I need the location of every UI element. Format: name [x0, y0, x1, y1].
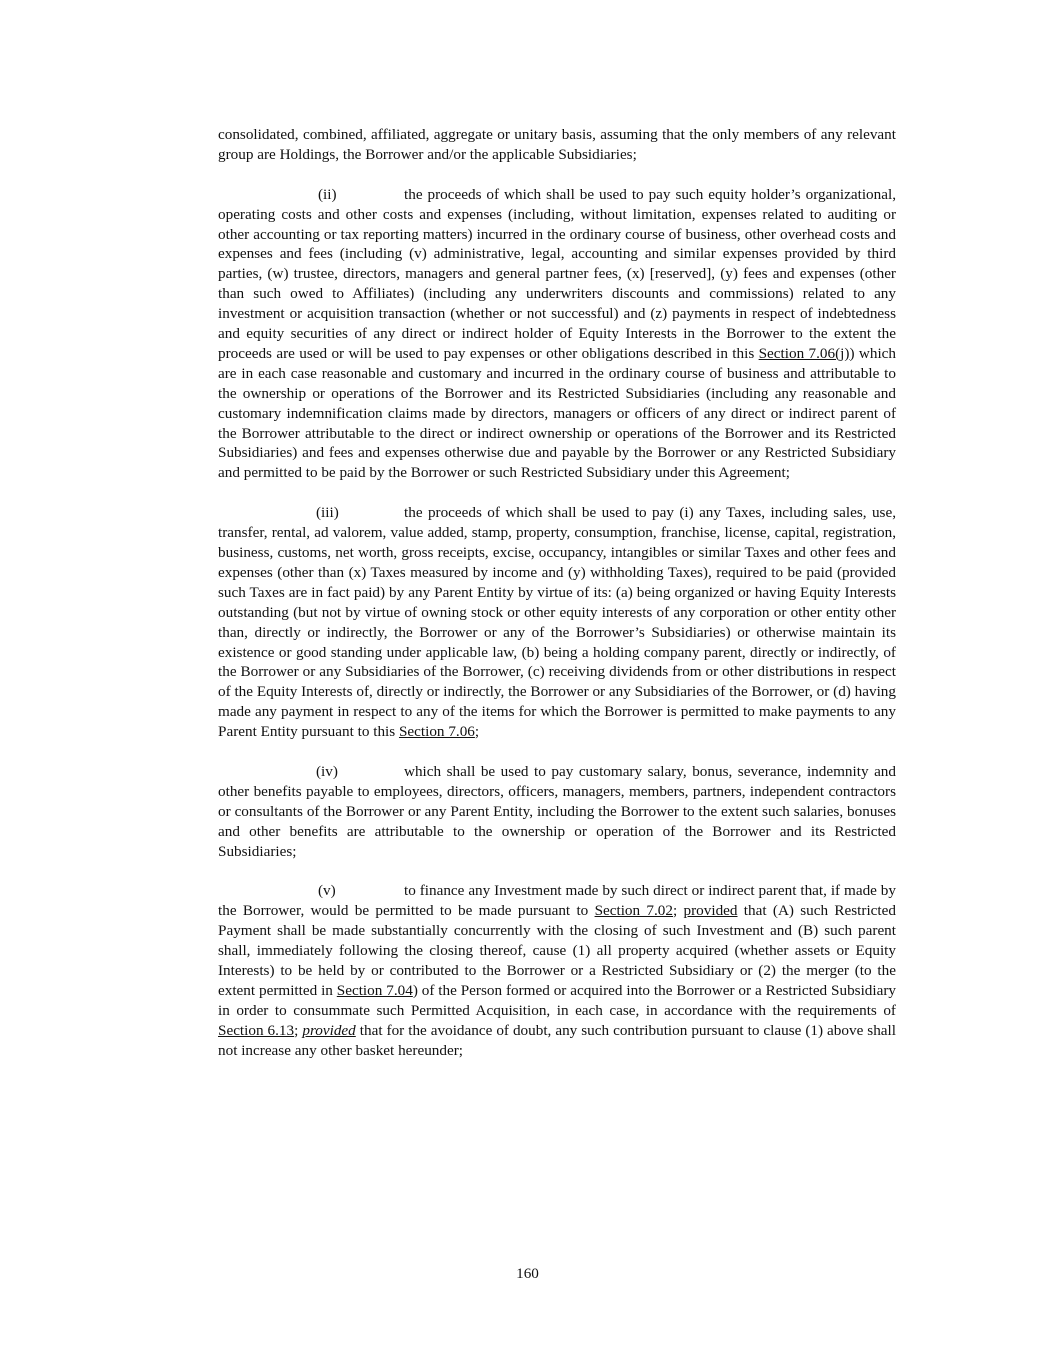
clause-number: (iv): [316, 762, 338, 780]
clause-text: which shall be used to pay customary salary, bonus, severance, indemnity and other benefits payable to employees, directors, officers, managers, members, partners, independent contractors or consultants of the Borrower or any Parent Entity, including the Borrower to the extent such salaries, bonuses and other benefits are attributable to the ownership or operation of the Borrower and its Restricted Subsidiaries;: [218, 762, 896, 860]
section-7-06-link[interactable]: Section 7.06: [398, 723, 475, 741]
clause-text: ;: [294, 1021, 303, 1039]
clause-number: (ii): [318, 185, 337, 203]
clause-text: ;: [673, 902, 684, 920]
paragraph-text: consolidated, combined, affiliated, aggregate or unitary basis, assuming that the only members of any relevant group are Holdings, the Borrower and/or the applicable Subsidiaries;: [218, 126, 896, 163]
clause-text: the proceeds of which shall be used to pay (i) any Taxes, including sales, use, transfer, rental, ad valorem, value added, stamp, property, consumption, franchise, license, capital, registration, business, customs, net worth, gross receipts, excise, occupancy, intangibles or similar Taxes and other fees and expenses (other than (x) Taxes measured by income and (y) withholding Taxes), required to be paid (provided such Taxes are in fact paid) by any Parent Entity by virtue of its: (a) being organized or having Equity Interests outstanding (but not by virtue of owning stock or other equity interests of any corporation or other entity other than, directly or indirectly, the Borrower or any of the Borrower’s Subsidiaries) or otherwise maintain its existence or good standing under applicable law, (b) being a holding company parent, directly or indirectly, of the Borrower or any Subsidiaries of the Borrower, (c) receiving dividends from or other distributions in respect of the Equity Interests of, directly or indirectly, the Borrower or any Subsidiaries of the Borrower, or (d) having made any payment in respect to any of the items for which the Borrower is permitted to make payments to any Parent Entity pursuant to this: [218, 504, 896, 741]
clause-text: to finance any Investment made by such direct or indirect parent that, if made by the Borrower, would be permitted to be made pursuant to: [218, 882, 896, 920]
page-number: 160: [516, 1265, 539, 1282]
clause-iii: [218, 503, 896, 742]
provided-term: provided: [683, 902, 738, 920]
clause-v: [218, 881, 896, 1060]
section-7-04-link[interactable]: Section 7.04: [336, 981, 413, 999]
paragraph-continuation: [218, 125, 896, 165]
clause-text: the proceeds of which shall be used to pay such equity holder’s organizational, operating costs and other costs and expenses (including, without limitation, expenses related to auditing or other accounting or tax reporting matters) incurred in the ordinary course of business, other overhead costs and expenses and fees (including (v) administrative, legal, accounting and similar expenses provided by third parties, (w) trustee, directors, managers and general partner fees, (x) [reserved], (y) fees and expenses (other than such owed to Affiliates) (including any underwriters discounts and commissions) related to any investment or acquisition transaction (whether or not successful) and (z) payments in respect of indebtedness and equity securities of any direct or indirect holder of Equity Interests in the Borrower to the extent the proceeds are used or will be used to pay expenses or other obligations described in this: [218, 185, 896, 362]
clause-text: that (A) such Restricted Payment shall be made substantially concurrently with the closing of such Investment and (B) such parent shall, immediately following the closing thereof, cause (1) all property acquired (whether assets or Equity Interests) to be held by or contributed to the Borrower or a Restricted Subsidiary or (2) the merger (to the extent permitted in: [218, 902, 896, 999]
clause-iv: [218, 762, 896, 862]
section-7-02-link[interactable]: Section 7.02: [594, 902, 673, 920]
clause-text: that for the avoidance of doubt, any such contribution pursuant to clause (1) above shall not increase any other basket hereunder;: [218, 1021, 896, 1059]
clause-text: ) of the Person formed or acquired into the Borrower or a Restricted Subsidiary in order to consummate such Permitted Acquisition, in each case, in accordance with the requirements of: [218, 981, 897, 1019]
clause-number: (v): [318, 882, 336, 900]
section-7-06-j-link[interactable]: Section 7.06(j): [758, 344, 850, 362]
clause-text: ) which are in each case reasonable and customary and incurred in the ordinary course of business and attributable to the ownership or operations of the Borrower and its Restricted Subsidiaries (including any reasonable and customary indemnification claims made by directors, managers or officers of any direct or indirect parent of the Borrower attributable to the direct or indirect ownership or operations of the Borrower and its Restricted Subsidiaries) and fees and expenses otherwise due and payable by the Borrower or any Restricted Subsidiary and permitted to be paid by the Borrower or such Restricted Subsidiary under this Agreement;: [218, 344, 896, 482]
clause-text: ;: [474, 723, 480, 741]
document-body: [218, 125, 896, 1080]
section-6-13-link[interactable]: Section 6.13: [218, 1021, 295, 1039]
provided-term-italic: provided: [302, 1021, 356, 1039]
clause-number: (iii): [316, 504, 339, 522]
clause-ii: [218, 185, 896, 484]
